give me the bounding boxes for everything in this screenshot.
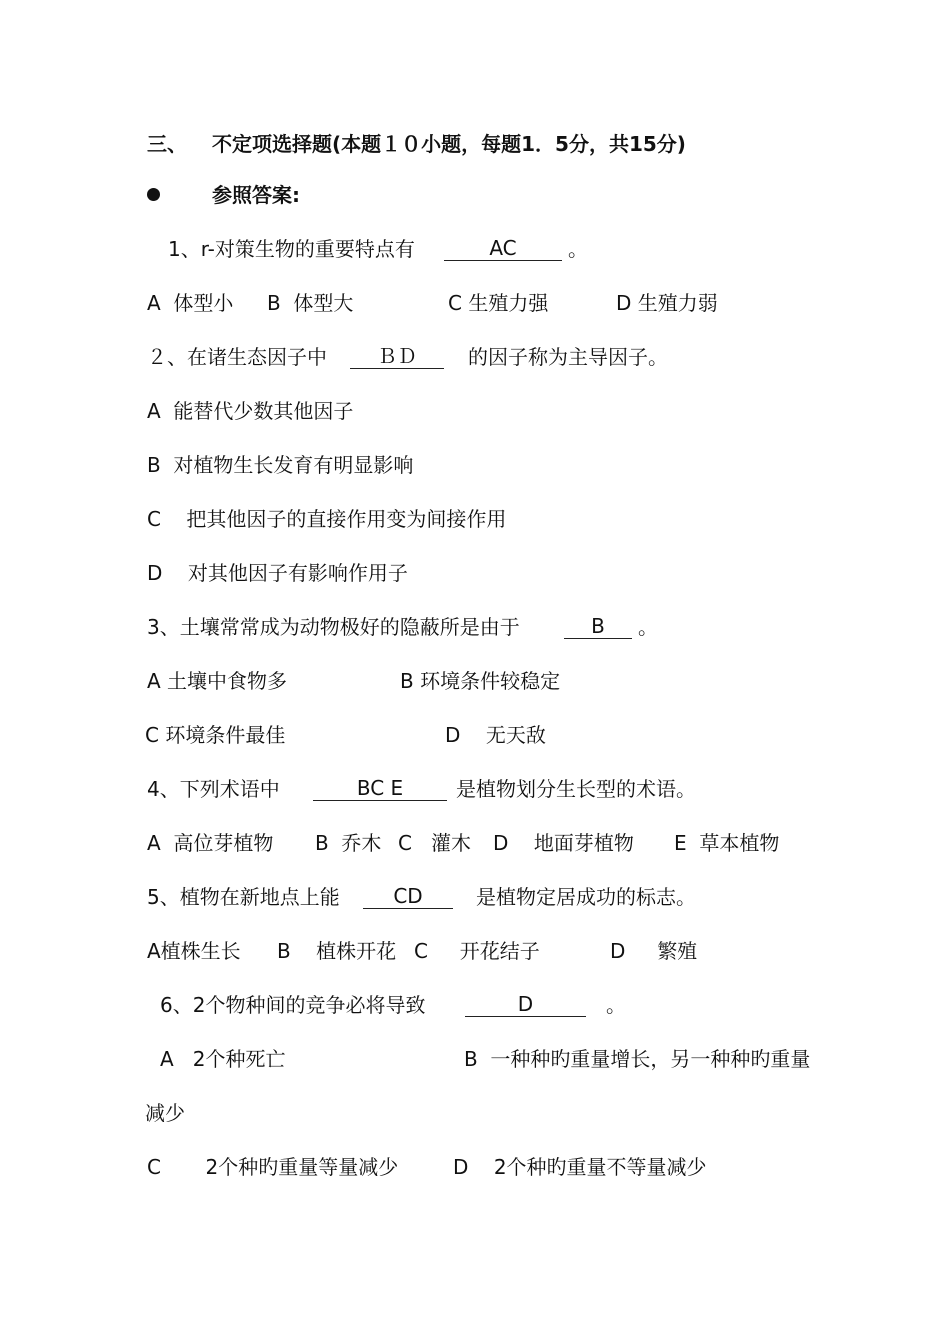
option-a: A 高位芽植物 <box>147 831 274 855</box>
answer-blank: CD <box>363 884 453 909</box>
option-e: E 草本植物 <box>674 831 780 855</box>
question-3 <box>0 614 658 640</box>
options-3-row-1 <box>0 668 561 694</box>
option-text: B 对植物生长发育有明显影响 <box>147 453 414 477</box>
answer-blank: AC <box>444 236 562 261</box>
option-d: D 生殖力弱 <box>616 291 718 315</box>
question-stem: 4、下列术语中 <box>147 777 280 801</box>
option-text: C 把其他因子的直接作用变为间接作用 <box>147 507 507 531</box>
option-d: D 2个种旳重量不等量减少 <box>453 1155 707 1179</box>
option-c: C 开花结子 <box>414 939 540 963</box>
options-3-row-2 <box>0 722 546 748</box>
answer-blank: ＢＤ <box>350 344 444 369</box>
options-1 <box>0 290 718 316</box>
question-6 <box>0 992 626 1018</box>
section-title: 不定项选择题(本题１０小题，每题1．5分，共15分) <box>212 132 686 156</box>
option-a: A 2个种死亡 <box>160 1047 286 1071</box>
question-stem-end: 的因子称为主导因子。 <box>468 345 668 369</box>
option-text: D 对其他因子有影响作用子 <box>147 561 408 585</box>
option-b: B 乔木 <box>315 831 382 855</box>
options-4 <box>0 830 780 856</box>
option-c: C 环境条件最佳 <box>145 723 286 747</box>
question-1 <box>0 236 588 262</box>
question-stem-end: 。 <box>568 237 588 261</box>
question-stem-end: 。 <box>606 993 626 1017</box>
section-number: 三、 <box>147 132 187 156</box>
option-c: C 生殖力强 <box>448 291 549 315</box>
question-stem: 5、植物在新地点上能 <box>147 885 340 909</box>
question-2 <box>0 344 668 370</box>
question-4 <box>0 776 696 802</box>
answer-blank: B <box>564 614 632 639</box>
option-b: B 一种种旳重量增长，另一种种旳重量 <box>464 1047 811 1071</box>
option-c: C 2个种旳重量等量减少 <box>147 1155 399 1179</box>
option-c: C 灌木 <box>398 831 472 855</box>
answer-header: 参照答案: <box>212 183 300 207</box>
option-d <box>0 560 408 586</box>
option-a: A 体型小 <box>147 291 234 315</box>
option-b: B 体型大 <box>267 291 354 315</box>
option-b: B 环境条件较稳定 <box>400 669 561 693</box>
question-5 <box>0 884 696 910</box>
options-6-row-1 <box>0 1046 811 1072</box>
option-a <box>0 398 354 424</box>
option-a: A 土壤中食物多 <box>147 669 288 693</box>
options-6-row-3 <box>0 1154 707 1180</box>
option-text: A 能替代少数其他因子 <box>147 399 354 423</box>
question-stem: ２、在诸生态因子中 <box>147 345 327 369</box>
option-d: D 繁殖 <box>610 939 698 963</box>
question-stem: 6、2个物种间的竞争必将导致 <box>160 993 426 1017</box>
option-b-continued: 减少 <box>145 1101 185 1125</box>
question-stem-end: 。 <box>638 615 658 639</box>
option-a: A植株生长 <box>147 939 241 963</box>
question-stem: 3、土壤常常成为动物极好的隐蔽所是由于 <box>147 615 520 639</box>
options-5 <box>0 938 698 964</box>
option-d: D 无天敌 <box>445 723 546 747</box>
option-c <box>0 506 507 532</box>
option-d: D 地面芽植物 <box>493 831 634 855</box>
option-b: B 植株开花 <box>277 939 397 963</box>
options-6-row-2 <box>0 1100 185 1126</box>
question-stem-end: 是植物划分生长型的术语。 <box>456 777 696 801</box>
answer-blank: BC E <box>313 776 447 801</box>
question-stem: 1、r-对策生物的重要特点有 <box>168 237 415 261</box>
bullet-icon <box>147 188 160 201</box>
question-stem-end: 是植物定居成功的标志。 <box>476 885 696 909</box>
answer-blank: D <box>465 992 586 1017</box>
answer-header-line <box>0 182 300 208</box>
option-b <box>0 452 414 478</box>
section-header <box>0 131 686 157</box>
